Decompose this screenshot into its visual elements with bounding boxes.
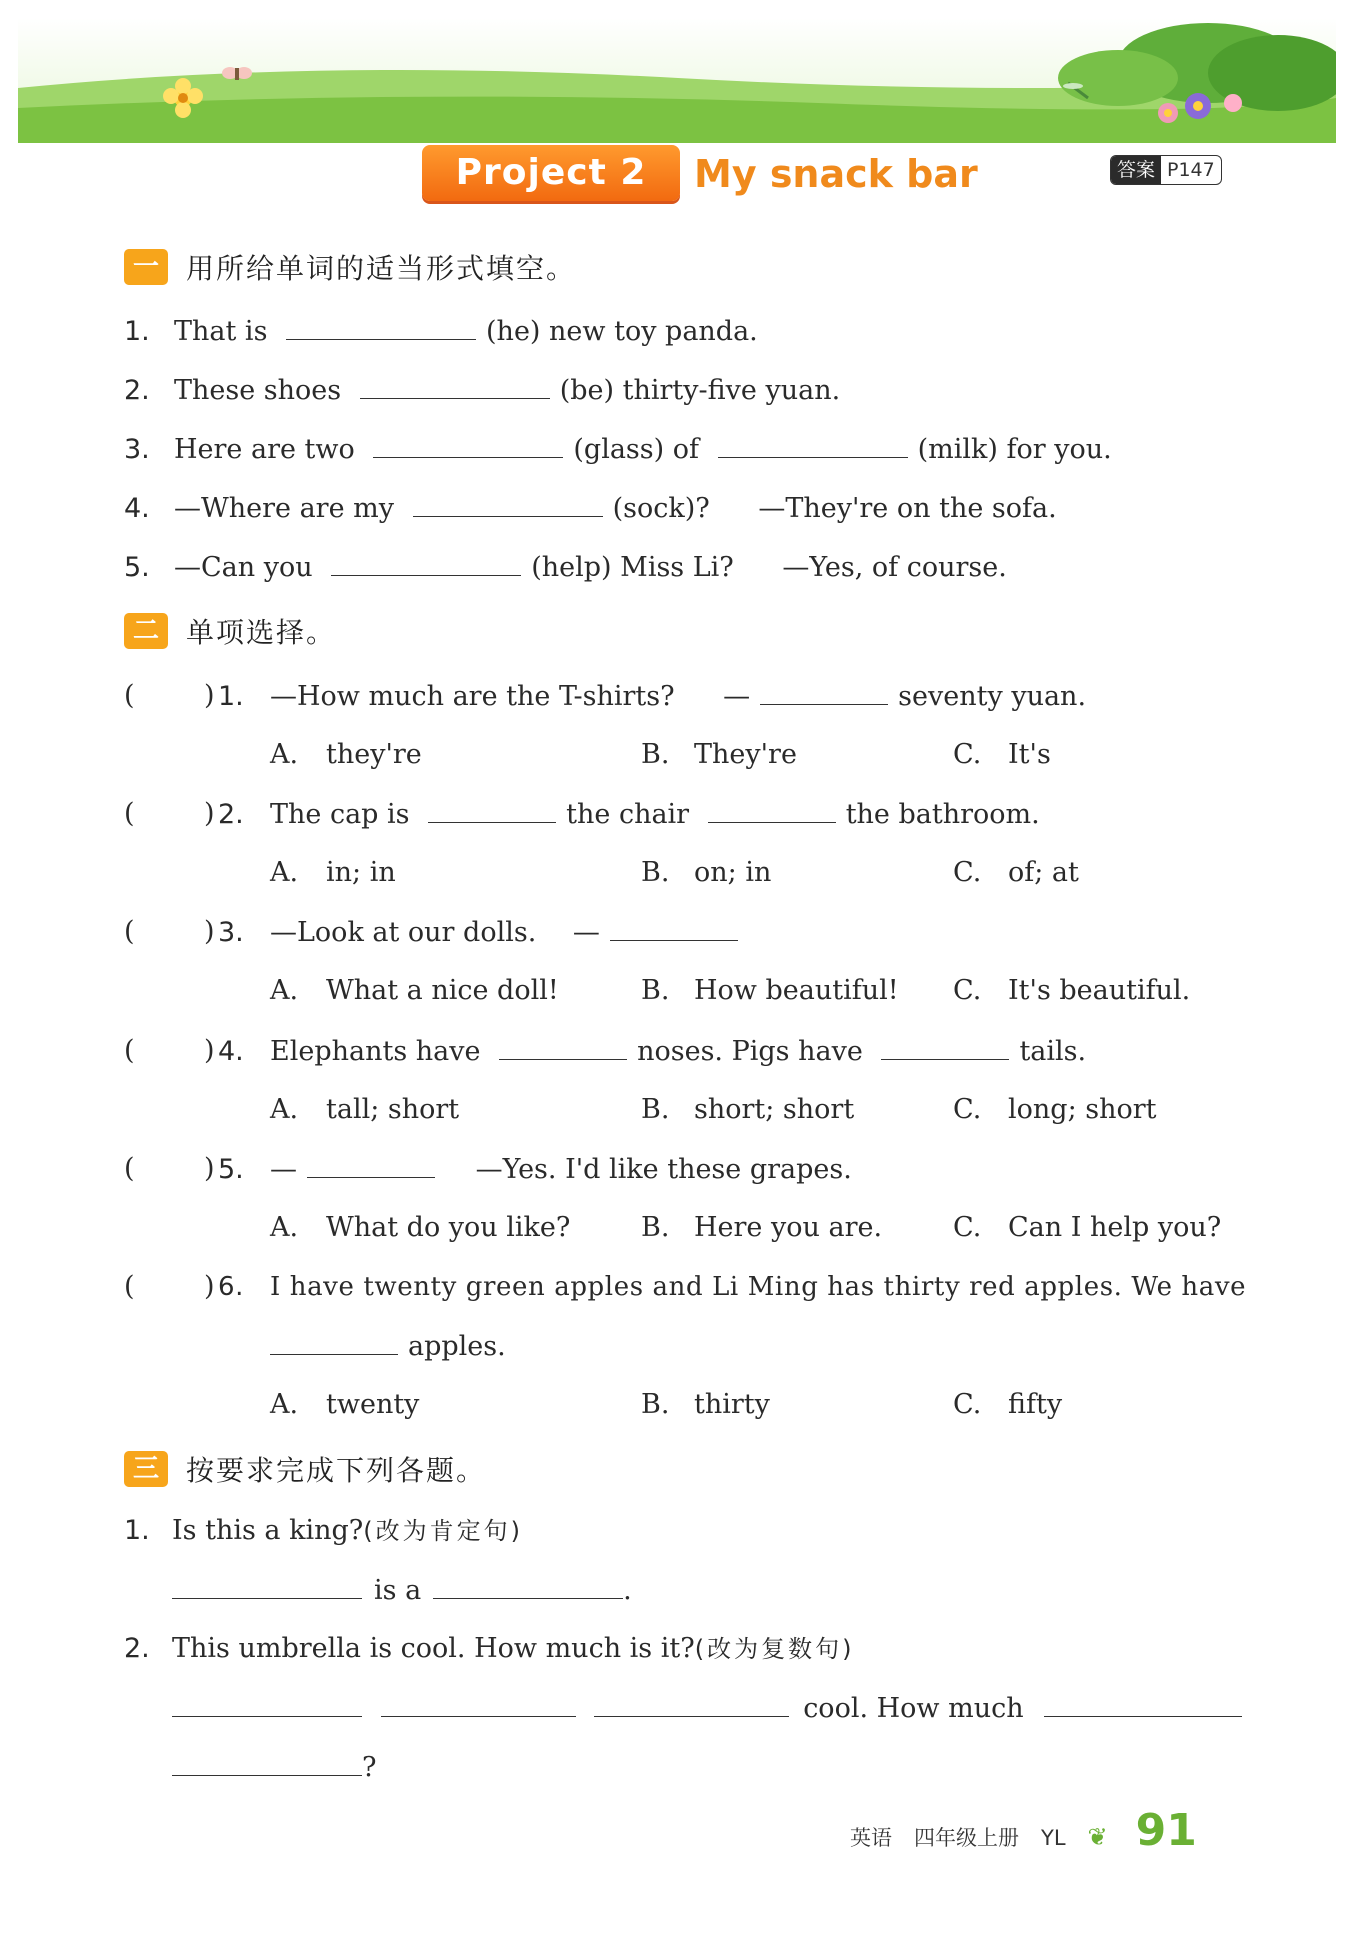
- answer-blank[interactable]: [708, 796, 836, 823]
- option-text[interactable]: Here you are.: [694, 1212, 883, 1243]
- answer-blank[interactable]: [760, 678, 888, 705]
- answer-blank[interactable]: [718, 431, 908, 458]
- footer-grade: 四年级上册: [914, 1826, 1019, 1850]
- option-letter: C.: [953, 1212, 982, 1243]
- option-text[interactable]: thirty: [694, 1389, 770, 1420]
- answer-blank[interactable]: [360, 372, 550, 399]
- project-badge: Project 2: [422, 145, 680, 201]
- answer-paren-open: (: [124, 1153, 135, 1184]
- answer-paren-close[interactable]: ): [204, 798, 215, 829]
- rewrite-answer: cool. How much: [172, 1690, 1242, 1727]
- answer-blank[interactable]: [594, 1690, 789, 1717]
- footer-subject: 英语: [850, 1826, 892, 1850]
- fill-item: 5. —Can you (help) Miss Li? —Yes, of course.: [124, 549, 1007, 586]
- choice-question: 2. The cap is the chair the bathroom.: [218, 796, 1040, 833]
- answer-blank[interactable]: [1044, 1690, 1242, 1717]
- option-text[interactable]: short; short: [694, 1094, 855, 1125]
- answer-blank[interactable]: [307, 1151, 435, 1178]
- option-text[interactable]: What do you like?: [326, 1212, 571, 1243]
- section-3-header: [124, 1449, 486, 1489]
- choice-question: 5. — —Yes. I'd like these grapes.: [218, 1151, 852, 1188]
- meadow-banner: [18, 18, 1336, 143]
- option-letter: B.: [641, 1389, 670, 1420]
- option-text[interactable]: on; in: [694, 857, 772, 888]
- option-letter: A.: [270, 1389, 299, 1420]
- choice-question-cont: apples.: [270, 1328, 506, 1365]
- answer-blank[interactable]: [172, 1749, 362, 1776]
- answer-paren-open: (: [124, 798, 135, 829]
- fill-item: 1. That is (he) new toy panda.: [124, 313, 758, 350]
- footer-edition: YL: [1041, 1826, 1066, 1850]
- option-letter: A.: [270, 1212, 299, 1243]
- option-letter: C.: [953, 1389, 982, 1420]
- project-title: My snack bar: [694, 152, 978, 196]
- fill-item: 4. —Where are my (sock)? —They're on the sofa.: [124, 490, 1057, 527]
- option-text[interactable]: of; at: [1008, 857, 1079, 888]
- answer-blank[interactable]: [172, 1572, 362, 1599]
- option-letter: B.: [641, 857, 670, 888]
- option-text[interactable]: They're: [694, 739, 797, 770]
- option-letter: A.: [270, 739, 299, 770]
- answer-blank[interactable]: [428, 796, 556, 823]
- answer-blank[interactable]: [610, 914, 738, 941]
- answer-paren-open: (: [124, 916, 135, 947]
- answer-paren-close[interactable]: ): [204, 680, 215, 711]
- option-letter: C.: [953, 739, 982, 770]
- butterfly-icon: [222, 67, 252, 80]
- choice-question: 4. Elephants have noses. Pigs have tails.: [218, 1033, 1086, 1070]
- section-title: 用所给单词的适当形式填空。: [186, 252, 577, 285]
- answer-blank[interactable]: [413, 490, 603, 517]
- answer-blank[interactable]: [172, 1690, 362, 1717]
- section-number: 一: [124, 249, 168, 285]
- section-2-header: [124, 611, 336, 651]
- option-text[interactable]: How beautiful!: [694, 975, 899, 1006]
- answer-blank[interactable]: [433, 1572, 623, 1599]
- section-number: 三: [124, 1451, 168, 1487]
- option-letter: C.: [953, 1094, 982, 1125]
- answer-reference[interactable]: [1110, 155, 1222, 185]
- answer-blank[interactable]: [286, 313, 476, 340]
- option-text[interactable]: in; in: [326, 857, 396, 888]
- rewrite-question: 1. Is this a king?(改为肯定句): [124, 1515, 523, 1546]
- answer-paren-open: (: [124, 1035, 135, 1066]
- option-text[interactable]: they're: [326, 739, 422, 770]
- option-text[interactable]: long; short: [1008, 1094, 1157, 1125]
- answer-label: 答案: [1111, 156, 1161, 184]
- option-text[interactable]: What a nice doll!: [326, 975, 559, 1006]
- answer-blank[interactable]: [881, 1033, 1009, 1060]
- choice-question: 3. —Look at our dolls. —: [218, 914, 748, 951]
- fill-item: 3. Here are two (glass) of (milk) for you.: [124, 431, 1112, 468]
- option-text[interactable]: tall; short: [326, 1094, 460, 1125]
- section-title: 按要求完成下列各题。: [186, 1454, 487, 1487]
- answer-blank[interactable]: [381, 1690, 576, 1717]
- answer-blank[interactable]: [373, 431, 563, 458]
- option-text[interactable]: fifty: [1008, 1389, 1063, 1420]
- choice-question: 6. I have twenty green apples and Li Ming has thirty red apples. We have: [218, 1272, 1247, 1302]
- option-letter: C.: [953, 975, 982, 1006]
- choice-question: 1. —How much are the T-shirts? — seventy yuan.: [218, 678, 1086, 715]
- title-row: [0, 145, 1350, 207]
- answer-paren-close[interactable]: ): [204, 1035, 215, 1066]
- option-letter: A.: [270, 1094, 299, 1125]
- fill-item: 2. These shoes (be) thirty-five yuan.: [124, 372, 840, 409]
- option-text[interactable]: twenty: [326, 1389, 420, 1420]
- page-footer: [850, 1805, 1219, 1856]
- answer-blank[interactable]: [270, 1328, 398, 1355]
- sprout-icon: ❦: [1087, 1823, 1108, 1851]
- answer-blank[interactable]: [331, 549, 521, 576]
- answer-paren-close[interactable]: ): [204, 1153, 215, 1184]
- section-title: 单项选择。: [186, 616, 337, 649]
- option-letter: B.: [641, 1094, 670, 1125]
- option-letter: B.: [641, 739, 670, 770]
- option-letter: B.: [641, 1212, 670, 1243]
- section-1-header: [124, 247, 576, 287]
- option-text[interactable]: It's: [1008, 739, 1051, 770]
- option-letter: A.: [270, 857, 299, 888]
- rewrite-answer: is a .: [172, 1572, 632, 1609]
- page-number: 91: [1135, 1805, 1197, 1856]
- rewrite-question: 2. This umbrella is cool. How much is it?(改为复数句): [124, 1633, 855, 1664]
- answer-paren-close[interactable]: ): [204, 1271, 215, 1302]
- answer-paren-open: (: [124, 1271, 135, 1302]
- option-text[interactable]: Can I help you?: [1008, 1212, 1222, 1243]
- option-letter: C.: [953, 857, 982, 888]
- answer-page: P147: [1167, 159, 1215, 181]
- option-text[interactable]: It's beautiful.: [1008, 975, 1191, 1006]
- answer-paren-open: (: [124, 680, 135, 711]
- option-letter: B.: [641, 975, 670, 1006]
- option-letter: A.: [270, 975, 299, 1006]
- answer-paren-close[interactable]: ): [204, 916, 215, 947]
- section-number: 二: [124, 613, 168, 649]
- rewrite-answer-cont: ?: [172, 1749, 376, 1786]
- answer-blank[interactable]: [499, 1033, 627, 1060]
